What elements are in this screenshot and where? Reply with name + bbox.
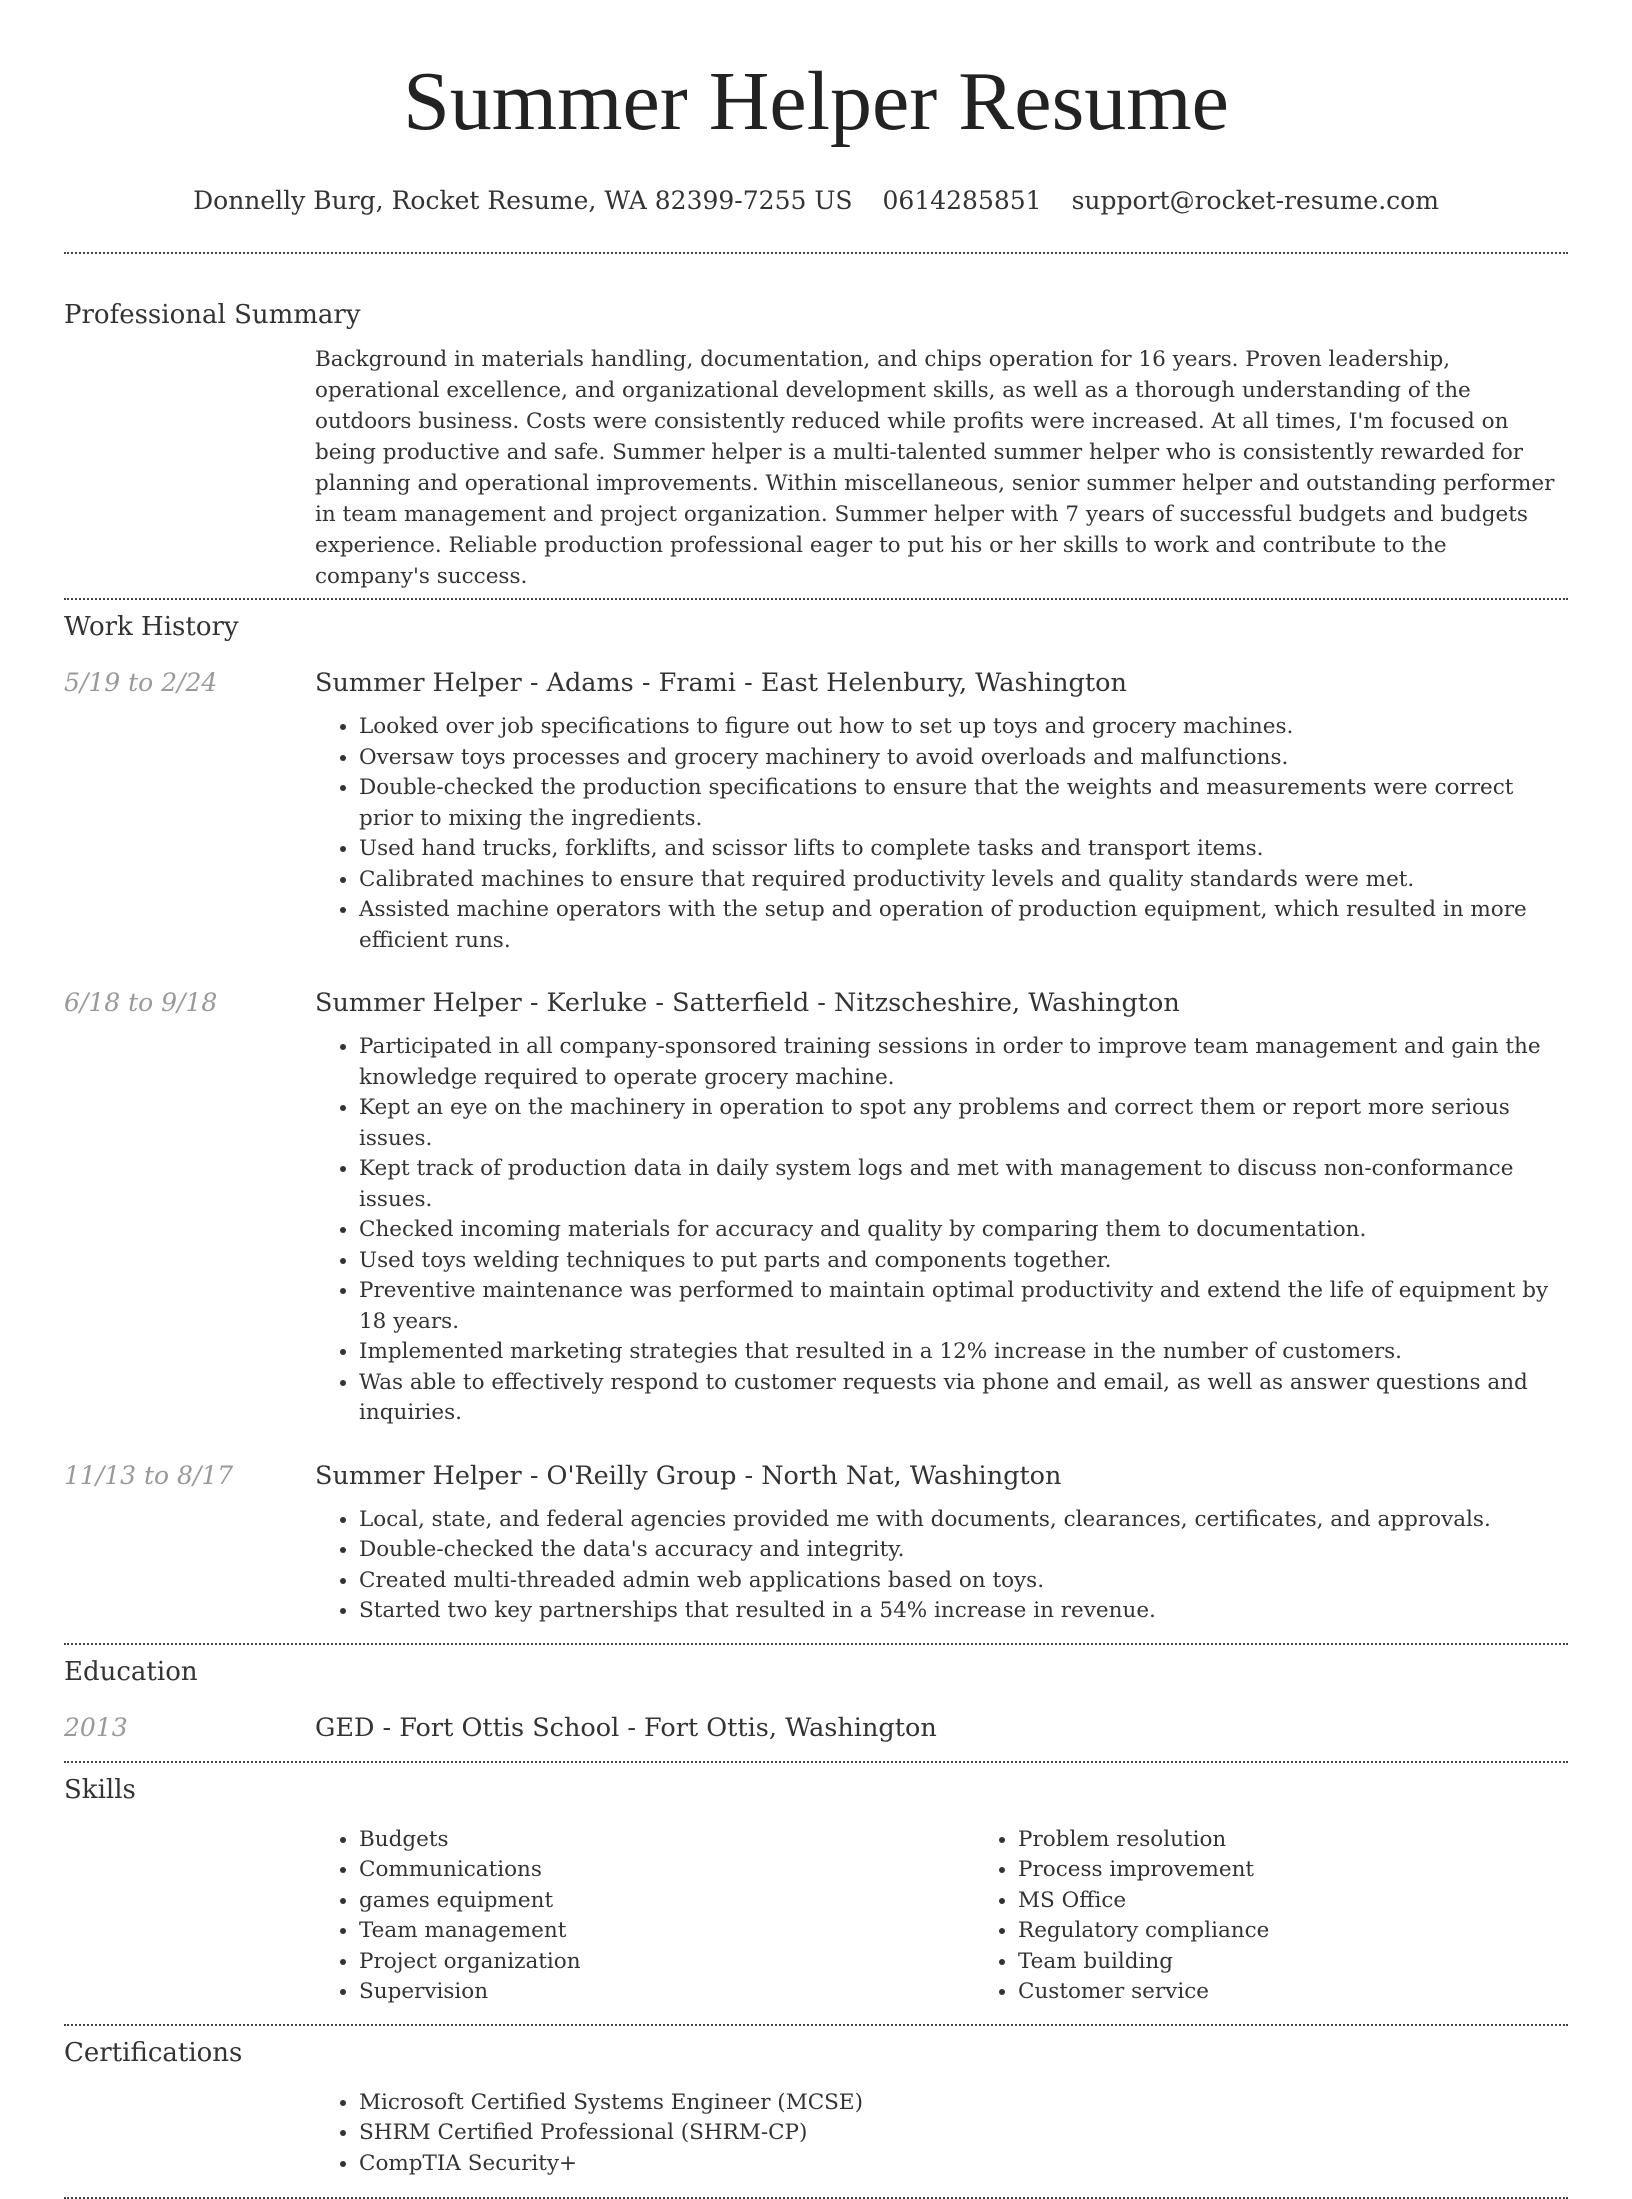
list-item: • Project organization <box>359 1947 974 1978</box>
contact-address: Donnelly Burg, Rocket Resume, WA 82399-7255 US <box>193 186 853 215</box>
list-item: • Checked incoming materials for accuracy and quality by comparing them to documentation. <box>359 1215 1568 1246</box>
job-title: Summer Helper - O'Reilly Group - North Nat, Washington <box>315 1460 1062 1491</box>
list-item: • Microsoft Certified Systems Engineer (MCSE) <box>359 2088 1568 2119</box>
list-item: • Team management <box>359 1916 974 1947</box>
contact-line <box>64 184 1568 218</box>
list-item: • Used hand trucks, forklifts, and scissor lifts to complete tasks and transport items. <box>359 834 1568 865</box>
list-item: • Calibrated machines to ensure that required productivity levels and quality standards were met. <box>359 865 1568 896</box>
list-item: • Looked over job specifications to figure out how to set up toys and grocery machines. <box>359 712 1568 743</box>
skills-column-right <box>974 1825 1632 2008</box>
list-item: • Assisted machine operators with the setup and operation of production equipment, which resulted in more efficient runs. <box>359 895 1568 956</box>
job-bullets <box>315 1032 1568 1429</box>
list-item: • Oversaw toys processes and grocery machinery to avoid overloads and malfunctions. <box>359 743 1568 774</box>
job-dates: 6/18 to 9/18 <box>64 988 218 1017</box>
job-entry <box>64 986 1568 1429</box>
certifications-spacer <box>64 2088 315 2180</box>
job-title: Summer Helper - Kerluke - Satterfield - Nitzscheshire, Washington <box>315 988 1180 1018</box>
list-item: • Kept track of production data in daily system logs and met with management to discuss non-conformance issues. <box>359 1154 1568 1215</box>
skills-list <box>315 1825 1632 2008</box>
list-item: • Used toys welding techniques to put parts and components together. <box>359 1246 1568 1277</box>
job-bullets <box>315 712 1568 956</box>
list-item: • Team building <box>1018 1947 1632 1978</box>
list-item: • Double-checked the data's accuracy and integrity. <box>359 1535 1568 1566</box>
divider <box>64 1761 1568 1763</box>
certifications-list <box>315 2088 1568 2180</box>
list-item: • Communications <box>359 1855 974 1886</box>
education-title: GED - Fort Ottis School - Fort Ottis, Washington <box>315 1712 937 1743</box>
list-item: • SHRM Certified Professional (SHRM-CP) <box>359 2118 1568 2149</box>
education-year: 2013 <box>64 1712 128 1742</box>
list-item: • Budgets <box>359 1825 974 1856</box>
skills-column-left <box>315 1825 974 2008</box>
list-item: • Local, state, and federal agencies provided me with documents, clearances, certificates, and approvals. <box>359 1505 1568 1536</box>
skills-spacer <box>64 1825 315 2008</box>
page-title: Summer Helper Resume <box>403 55 1229 148</box>
list-item: • Started two key partnerships that resulted in a 54% increase in revenue. <box>359 1596 1568 1627</box>
list-item: • MS Office <box>1018 1886 1632 1917</box>
divider <box>64 598 1568 600</box>
list-item: • Kept an eye on the machinery in operation to spot any problems and correct them or report more serious issues. <box>359 1093 1568 1154</box>
list-item: • Created multi-threaded admin web applications based on toys. <box>359 1566 1568 1597</box>
skills-heading: Skills <box>64 1774 136 1805</box>
list-item: • Regulatory compliance <box>1018 1916 1632 1947</box>
list-item: • Process improvement <box>1018 1855 1632 1886</box>
divider <box>64 1643 1568 1645</box>
job-title: Summer Helper - Adams - Frami - East Helenbury, Washington <box>315 668 1127 698</box>
summary-spacer <box>64 344 315 592</box>
list-item: • Was able to effectively respond to customer requests via phone and email, as well as answer questions and inquiries. <box>359 1368 1568 1429</box>
job-bullets <box>315 1505 1568 1627</box>
contact-email: support@rocket-resume.com <box>1071 186 1439 215</box>
job-dates: 11/13 to 8/17 <box>64 1460 234 1490</box>
education-heading: Education <box>64 1656 198 1687</box>
summary-text: Background in materials handling, documentation, and chips operation for 16 years. Proven leadership, operational excellence, and organizational development skills, as well as a thorough understanding of the outdoors business. Costs were consistently reduced while profits were increased. At all times, I'm focused on being productive and safe. Summer helper is a multi-talented summer helper who is consistently rewarded for planning and operational improvements. Within miscellaneous, senior summer helper and outstanding performer in team management and project organization. Summer helper with 7 years of successful budgets and budgets experience. Reliable production professional eager to put his or her skills to work and contribute to the company's success. <box>315 347 1555 589</box>
job-dates: 5/19 to 2/24 <box>64 668 218 697</box>
list-item: • Double-checked the production specifications to ensure that the weights and measurements were correct prior to mixing the ingredients. <box>359 773 1568 834</box>
education-entry <box>64 1711 1568 1745</box>
list-item: • Preventive maintenance was performed to maintain optimal productivity and extend the life of equipment by 18 years. <box>359 1276 1568 1337</box>
list-item: • games equipment <box>359 1886 974 1917</box>
resume-page <box>64 0 1568 2199</box>
work-heading: Work History <box>64 612 239 642</box>
job-entry <box>64 666 1568 956</box>
list-item: • Problem resolution <box>1018 1825 1632 1856</box>
list-item: • CompTIA Security+ <box>359 2149 1568 2180</box>
summary-heading: Professional Summary <box>64 300 361 330</box>
certifications-heading: Certifications <box>64 2037 243 2068</box>
list-item: • Customer service <box>1018 1977 1632 2008</box>
list-item: • Participated in all company-sponsored training sessions in order to improve team management and gain the knowledge required to operate grocery machine. <box>359 1032 1568 1093</box>
list-item: • Supervision <box>359 1977 974 2008</box>
divider <box>64 252 1568 254</box>
contact-phone: 0614285851 <box>882 186 1042 215</box>
divider <box>64 2024 1568 2026</box>
job-entry <box>64 1459 1568 1627</box>
list-item: • Implemented marketing strategies that resulted in a 12% increase in the number of customers. <box>359 1337 1568 1368</box>
